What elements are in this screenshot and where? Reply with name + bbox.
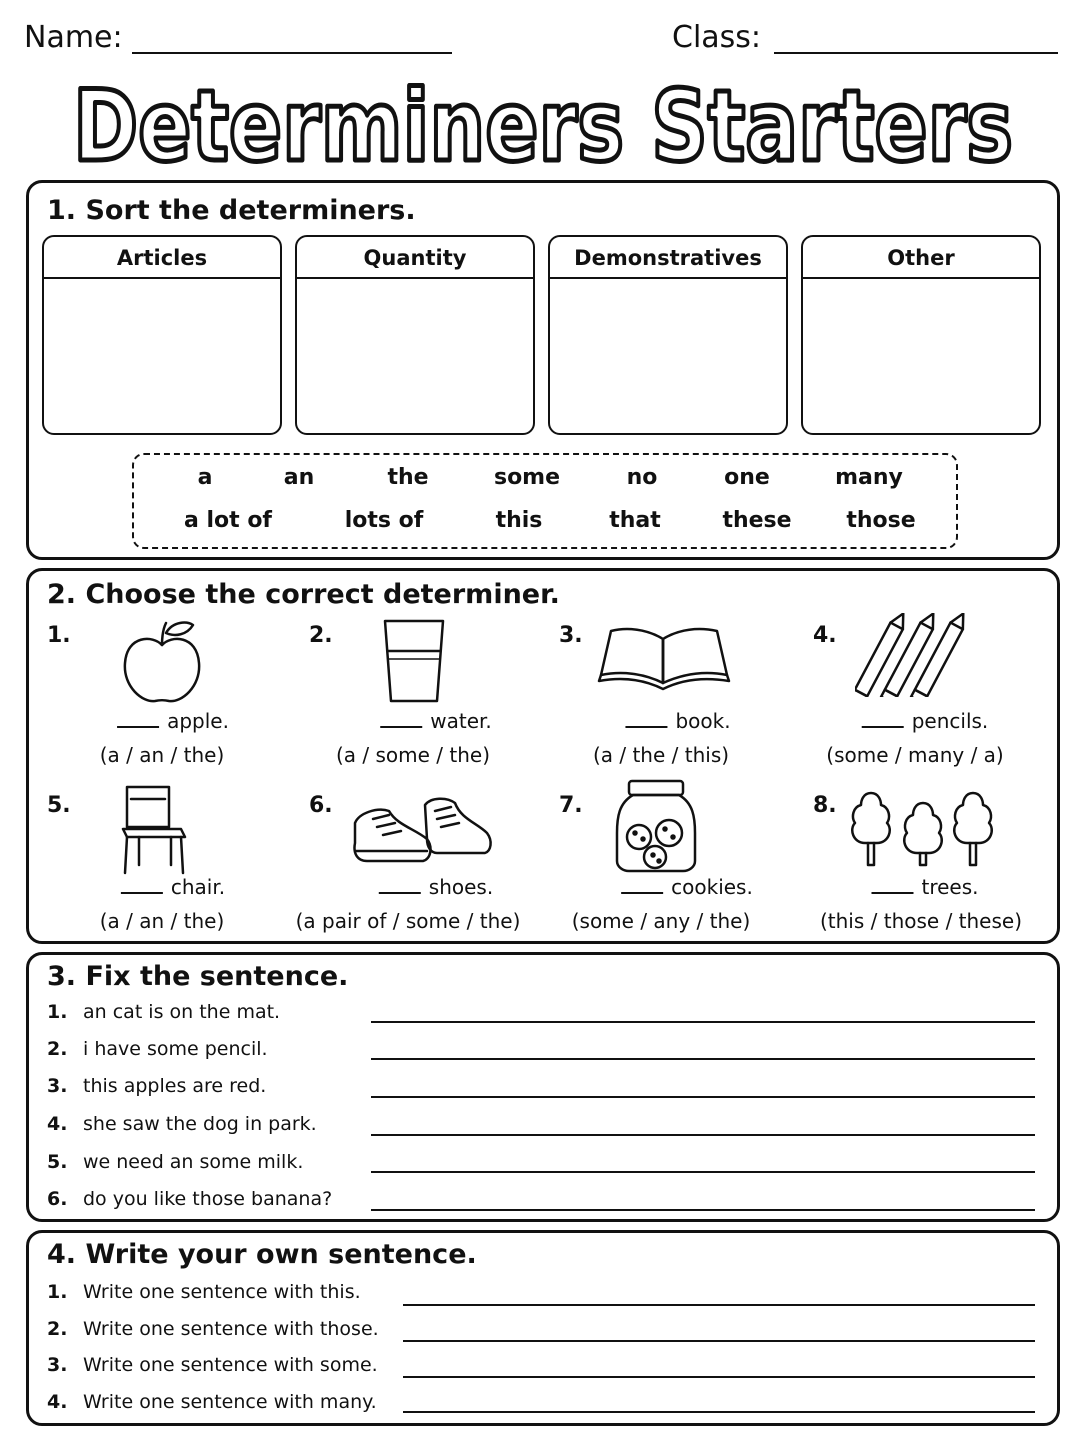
word-bank-word[interactable]: a lot of bbox=[183, 508, 273, 533]
class-field[interactable] bbox=[774, 52, 1058, 54]
answer-blank[interactable] bbox=[117, 724, 159, 728]
question-sentence: chair. bbox=[121, 875, 225, 899]
writing-prompt: Write one sentence with some. bbox=[83, 1354, 378, 1376]
answer-blank[interactable] bbox=[871, 890, 913, 894]
row-number: 1. bbox=[47, 1001, 68, 1023]
row-number: 5. bbox=[47, 1151, 68, 1173]
question-options: (this / those / these) bbox=[819, 909, 1023, 933]
answer-line[interactable] bbox=[371, 1096, 1035, 1098]
sentence-to-fix: do you like those banana? bbox=[83, 1188, 333, 1210]
apple-icon bbox=[117, 615, 207, 707]
question-sentence: shoes. bbox=[379, 875, 493, 899]
sentence-to-fix: i have some pencil. bbox=[83, 1038, 268, 1060]
word-bank-word[interactable]: no bbox=[626, 465, 658, 490]
sort-box-heading: Demonstratives bbox=[550, 237, 786, 279]
answer-line[interactable] bbox=[403, 1340, 1035, 1342]
shoes-icon bbox=[351, 793, 493, 867]
cookie-jar-icon bbox=[615, 777, 697, 873]
sentence-to-fix: this apples are red. bbox=[83, 1075, 267, 1097]
answer-blank[interactable] bbox=[862, 724, 904, 728]
answer-line[interactable] bbox=[371, 1021, 1035, 1023]
section-sort-title: 1. Sort the determiners. bbox=[47, 195, 416, 226]
question-options: (a pair of / some / the) bbox=[295, 909, 521, 933]
question-sentence: pencils. bbox=[862, 709, 989, 733]
section-sort bbox=[26, 180, 1060, 560]
sort-box-heading: Articles bbox=[44, 237, 280, 279]
word-bank-word[interactable]: one bbox=[724, 465, 770, 490]
question-sentence: book. bbox=[625, 709, 730, 733]
question-number: 8. bbox=[813, 793, 837, 818]
answer-line[interactable] bbox=[403, 1304, 1035, 1306]
sort-box-demonstratives[interactable] bbox=[548, 235, 788, 435]
worksheet-title bbox=[0, 70, 1086, 180]
answer-line[interactable] bbox=[403, 1376, 1035, 1378]
word-bank-word[interactable]: some bbox=[493, 465, 561, 490]
question-sentence: trees. bbox=[871, 875, 978, 899]
row-number: 4. bbox=[47, 1391, 68, 1413]
row-number: 3. bbox=[47, 1075, 68, 1097]
section-fix bbox=[26, 952, 1060, 1222]
sort-box-articles[interactable] bbox=[42, 235, 282, 435]
question-sentence: water. bbox=[380, 709, 492, 733]
sort-box-heading: Other bbox=[803, 237, 1039, 279]
glass-of-water-icon bbox=[379, 615, 449, 707]
word-bank-word[interactable]: that bbox=[609, 508, 661, 533]
word-bank-word[interactable]: the bbox=[387, 465, 429, 490]
word-bank-word[interactable]: lots of bbox=[344, 508, 424, 533]
sentence-to-fix: we need an some milk. bbox=[83, 1151, 304, 1173]
question-sentence: apple. bbox=[117, 709, 229, 733]
sentence-to-fix: she saw the dog in park. bbox=[83, 1113, 317, 1135]
writing-prompt: Write one sentence with this. bbox=[83, 1281, 361, 1303]
question-options: (a / some / the) bbox=[335, 743, 491, 767]
answer-blank[interactable] bbox=[121, 890, 163, 894]
answer-line[interactable] bbox=[403, 1411, 1035, 1413]
question-number: 6. bbox=[309, 793, 333, 818]
question-options: (some / many / a) bbox=[826, 743, 1004, 767]
name-field[interactable] bbox=[132, 52, 452, 54]
book-icon bbox=[597, 623, 731, 693]
sort-box-quantity[interactable] bbox=[295, 235, 535, 435]
section-write bbox=[26, 1230, 1060, 1426]
answer-line[interactable] bbox=[371, 1171, 1035, 1173]
row-number: 2. bbox=[47, 1038, 68, 1060]
question-options: (a / an / the) bbox=[99, 909, 225, 933]
question-number: 3. bbox=[559, 623, 583, 648]
answer-line[interactable] bbox=[371, 1209, 1035, 1211]
answer-blank[interactable] bbox=[380, 724, 422, 728]
question-number: 7. bbox=[559, 793, 583, 818]
row-number: 6. bbox=[47, 1188, 68, 1210]
question-options: (a / the / this) bbox=[592, 743, 730, 767]
section-write-title: 4. Write your own sentence. bbox=[47, 1239, 477, 1270]
section-choose-title: 2. Choose the correct determiner. bbox=[47, 579, 560, 610]
question-sentence: cookies. bbox=[621, 875, 753, 899]
name-label: Name: bbox=[24, 20, 123, 55]
writing-prompt: Write one sentence with many. bbox=[83, 1391, 377, 1413]
word-bank-word[interactable]: an bbox=[283, 465, 315, 490]
pencils-icon bbox=[855, 613, 969, 697]
word-bank-word[interactable]: many bbox=[835, 465, 903, 490]
word-bank-word[interactable]: this bbox=[495, 508, 543, 533]
section-fix-title: 3. Fix the sentence. bbox=[47, 961, 349, 992]
trees-icon bbox=[845, 787, 1001, 871]
question-options: (a / an / the) bbox=[99, 743, 225, 767]
sort-box-other[interactable] bbox=[801, 235, 1041, 435]
question-number: 2. bbox=[309, 623, 333, 648]
row-number: 2. bbox=[47, 1318, 68, 1340]
question-options: (some / any / the) bbox=[571, 909, 751, 933]
section-choose bbox=[26, 568, 1060, 944]
question-number: 1. bbox=[47, 623, 71, 648]
writing-prompt: Write one sentence with those. bbox=[83, 1318, 379, 1340]
row-number: 4. bbox=[47, 1113, 68, 1135]
answer-line[interactable] bbox=[371, 1134, 1035, 1136]
answer-blank[interactable] bbox=[621, 890, 663, 894]
title-text: Determiners Starters bbox=[73, 70, 1013, 180]
word-bank bbox=[132, 453, 958, 549]
answer-blank[interactable] bbox=[625, 724, 667, 728]
word-bank-word[interactable]: a bbox=[197, 465, 213, 490]
question-number: 5. bbox=[47, 793, 71, 818]
chair-icon bbox=[115, 779, 189, 875]
class-label: Class: bbox=[672, 20, 762, 55]
sentence-to-fix: an cat is on the mat. bbox=[83, 1001, 281, 1023]
word-bank-word[interactable]: these bbox=[722, 508, 792, 533]
sort-box-heading: Quantity bbox=[297, 237, 533, 279]
row-number: 1. bbox=[47, 1281, 68, 1303]
answer-line[interactable] bbox=[371, 1058, 1035, 1060]
word-bank-word[interactable]: those bbox=[846, 508, 916, 533]
answer-blank[interactable] bbox=[379, 890, 421, 894]
row-number: 3. bbox=[47, 1354, 68, 1376]
question-number: 4. bbox=[813, 623, 837, 648]
